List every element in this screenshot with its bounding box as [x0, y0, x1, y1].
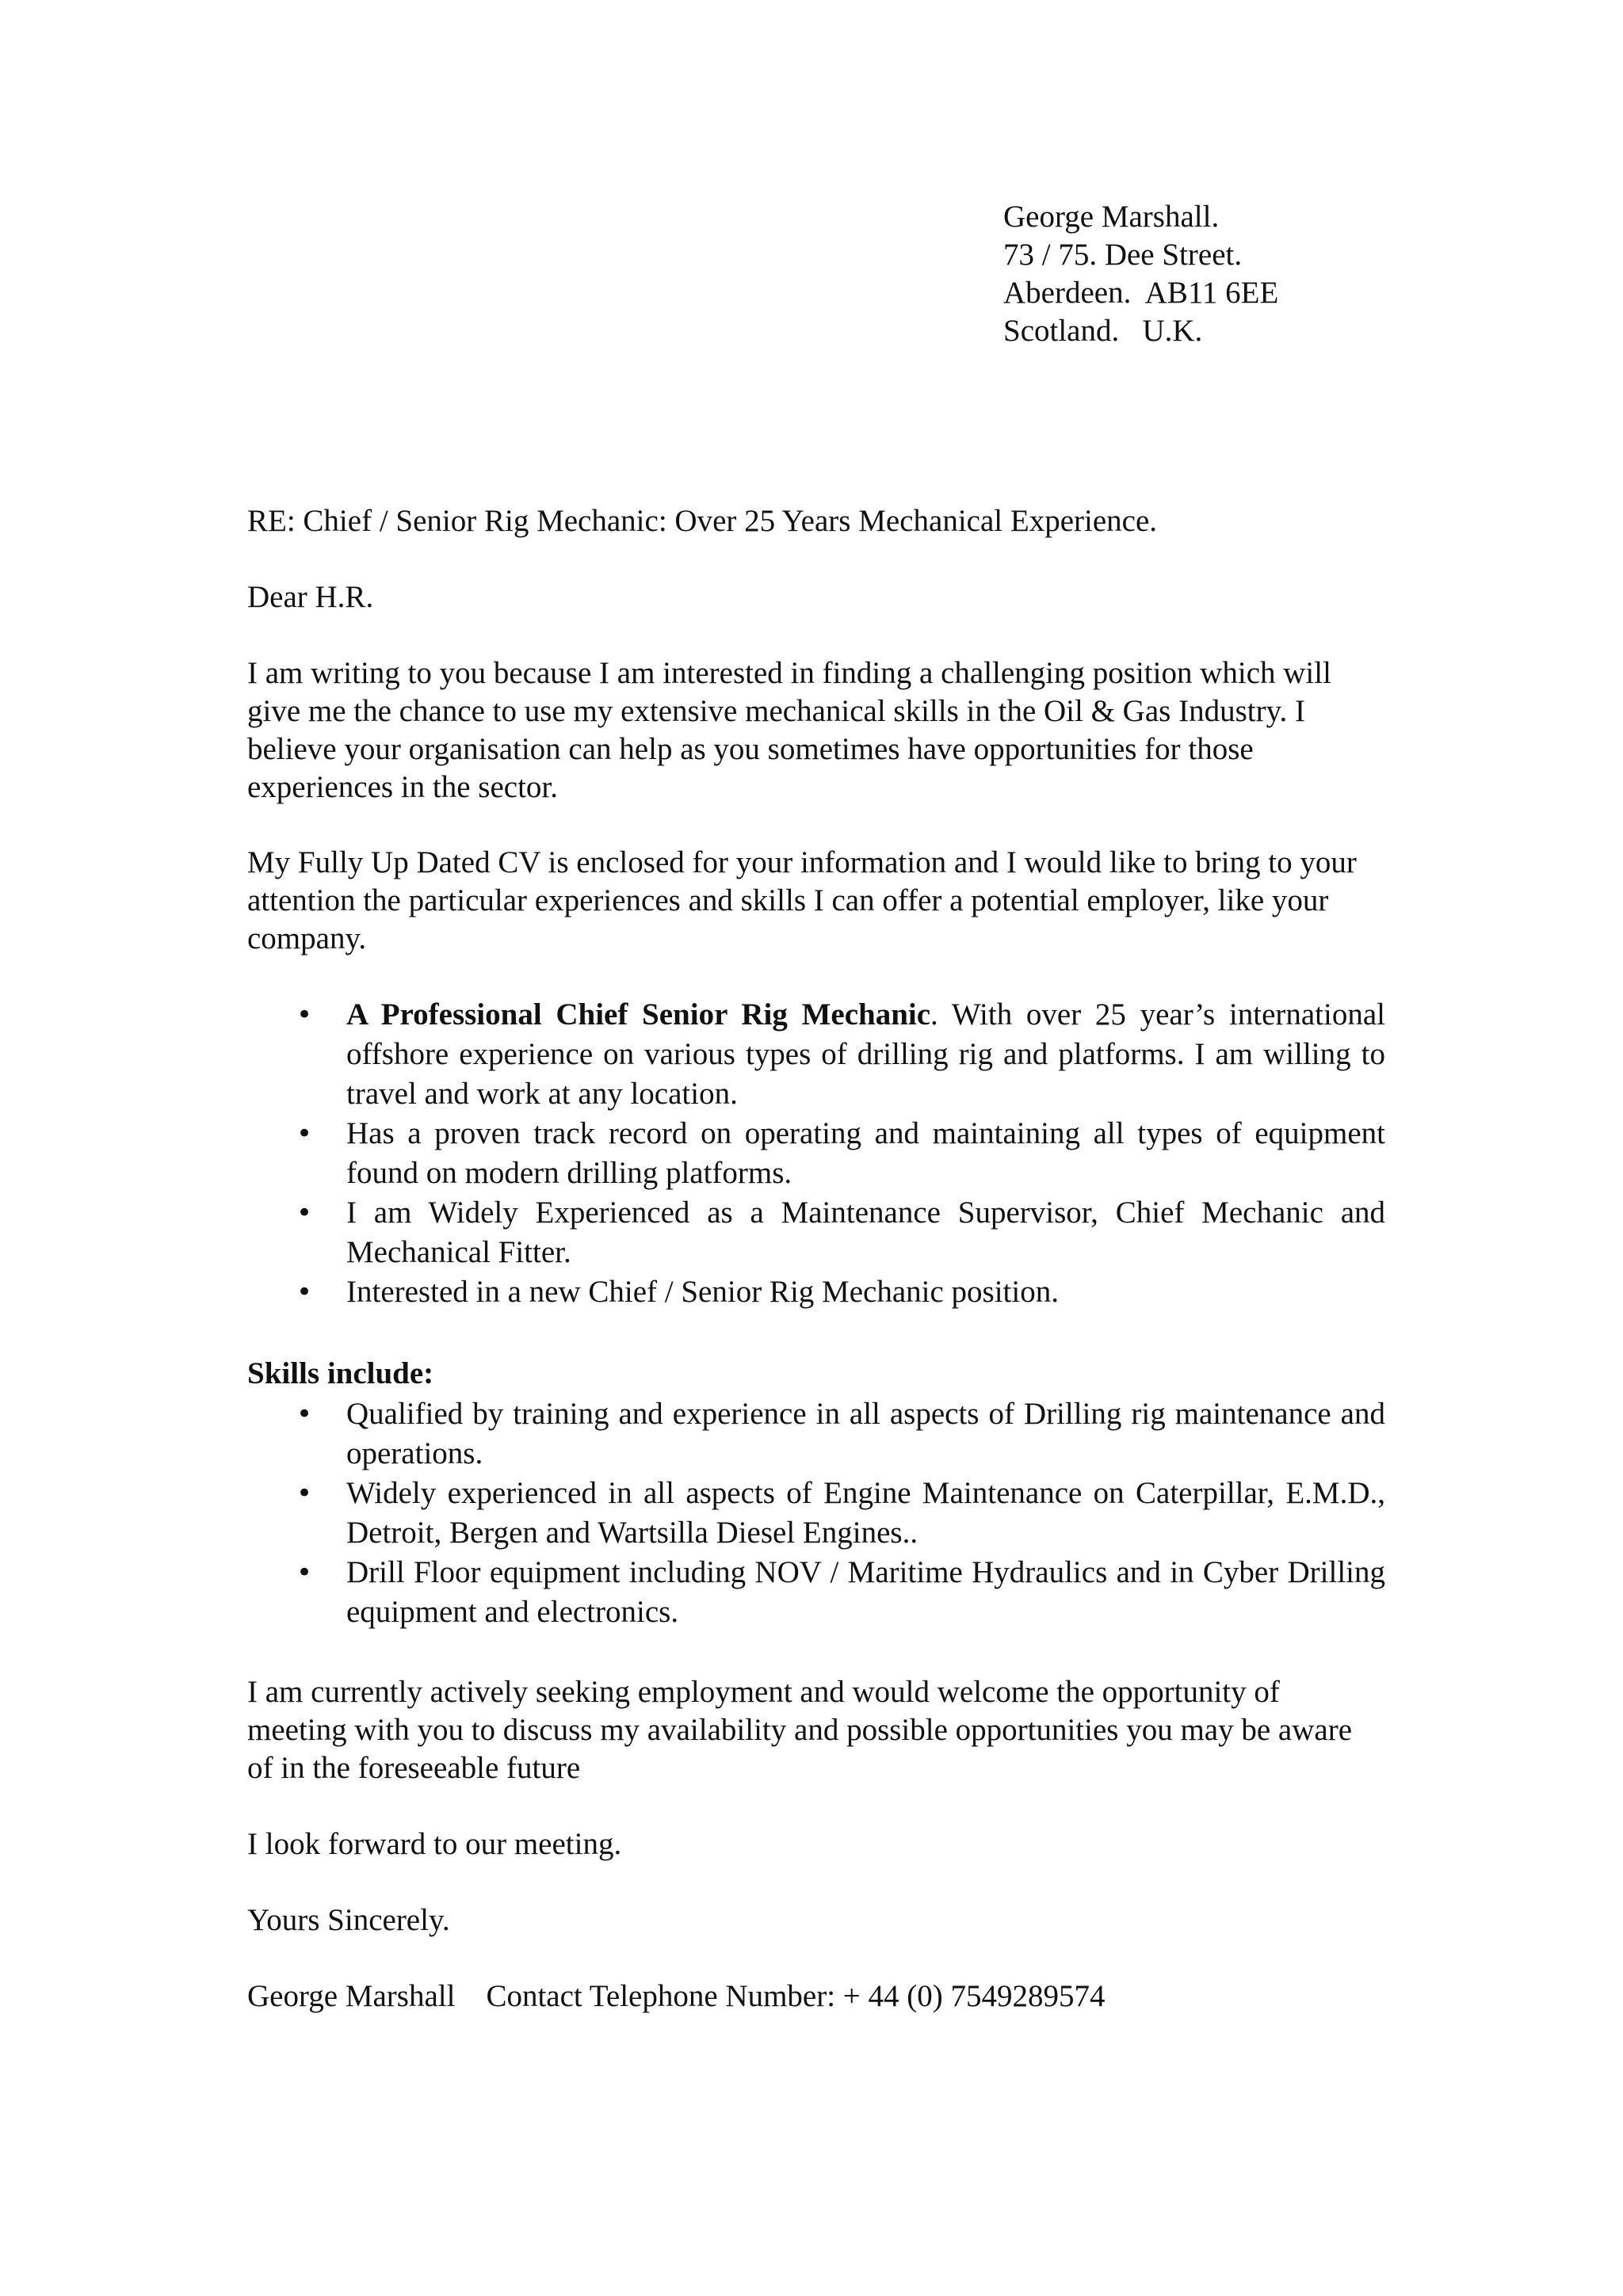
cv-paragraph: My Fully Up Dated CV is enclosed for your information and I would like to bring to your attention the particular experiences and skills I can offer a potential employer, like your company.: [247, 845, 1357, 955]
look-forward-line: I look forward to our meeting.: [247, 1827, 622, 1861]
signature-name: George Marshall: [247, 1979, 456, 2013]
list-item: [247, 1553, 1385, 1632]
contact-telephone: Contact Telephone Number: + 44 (0) 7549289574: [486, 1979, 1106, 2013]
sender-city: Aberdeen. AB11 6EE: [1003, 276, 1279, 310]
sign-off: Yours Sincerely.: [247, 1903, 450, 1937]
list-item-text: Drill Floor equipment including NOV / Maritime Hydraulics and in Cyber Drilling equipment and electronics.: [346, 1555, 1385, 1629]
list-item-text: Has a proven track record on operating and maintaining all types of equipment found on modern drilling platforms.: [346, 1116, 1385, 1190]
list-item: [247, 995, 1385, 1114]
list-item: [247, 1114, 1385, 1193]
bullet-icon: •: [296, 1557, 313, 1589]
bullet-icon: •: [296, 1478, 313, 1509]
list-item-bold: A Professional Chief Senior Rig Mechanic: [346, 997, 931, 1032]
sender-address: [1003, 198, 1558, 350]
sender-street: 73 / 75. Dee Street.: [1003, 238, 1243, 272]
list-item-text: Qualified by training and experience in all aspects of Drilling rig maintenance and operations.: [346, 1397, 1385, 1470]
bullet-icon: •: [296, 1197, 313, 1229]
list-item: [247, 1193, 1385, 1272]
skills-list: [247, 1394, 1385, 1632]
signature-line: [247, 1978, 1385, 2016]
salutation: Dear H.R.: [247, 580, 374, 614]
skills-heading: Skills include:: [247, 1356, 434, 1390]
list-item-text: . With over 25 year’s international offshore experience on various types of drilling rig and platforms. I am willing to travel and work at any location.: [346, 997, 1385, 1111]
bullet-icon: •: [296, 1398, 313, 1430]
list-item: [247, 1474, 1385, 1553]
list-item-text: Interested in a new Chief / Senior Rig Mechanic position.: [346, 1275, 1059, 1309]
list-item: [247, 1272, 1385, 1312]
sender-country: Scotland. U.K.: [1003, 314, 1203, 348]
subject-line: RE: Chief / Senior Rig Mechanic: Over 25 Years Mechanical Experience.: [247, 504, 1158, 538]
intro-paragraph: I am writing to you because I am interested in finding a challenging position which will give me the chance to use my extensive mechanical skills in the Oil & Gas Industry. I believe your organisation can help as you sometimes have opportunities for those experiences in the sector.: [247, 656, 1331, 804]
sender-name: George Marshall.: [1003, 200, 1220, 234]
closing-paragraph: I am currently actively seeking employment and would welcome the opportunity of meeting with you to discuss my availability and possible opportunities you may be aware of in the foreseeable future: [247, 1675, 1353, 1785]
experience-list: [247, 995, 1385, 1312]
bullet-icon: •: [296, 999, 313, 1031]
list-item-text: I am Widely Experienced as a Maintenance Supervisor, Chief Mechanic and Mechanical Fitter.: [346, 1196, 1385, 1269]
list-item-text: Widely experienced in all aspects of Engine Maintenance on Caterpillar, E.M.D., Detroit, Bergen and Wartsilla Diesel Engines..: [346, 1476, 1385, 1550]
bullet-icon: •: [296, 1276, 313, 1308]
bullet-icon: •: [296, 1118, 313, 1150]
list-item: [247, 1394, 1385, 1474]
